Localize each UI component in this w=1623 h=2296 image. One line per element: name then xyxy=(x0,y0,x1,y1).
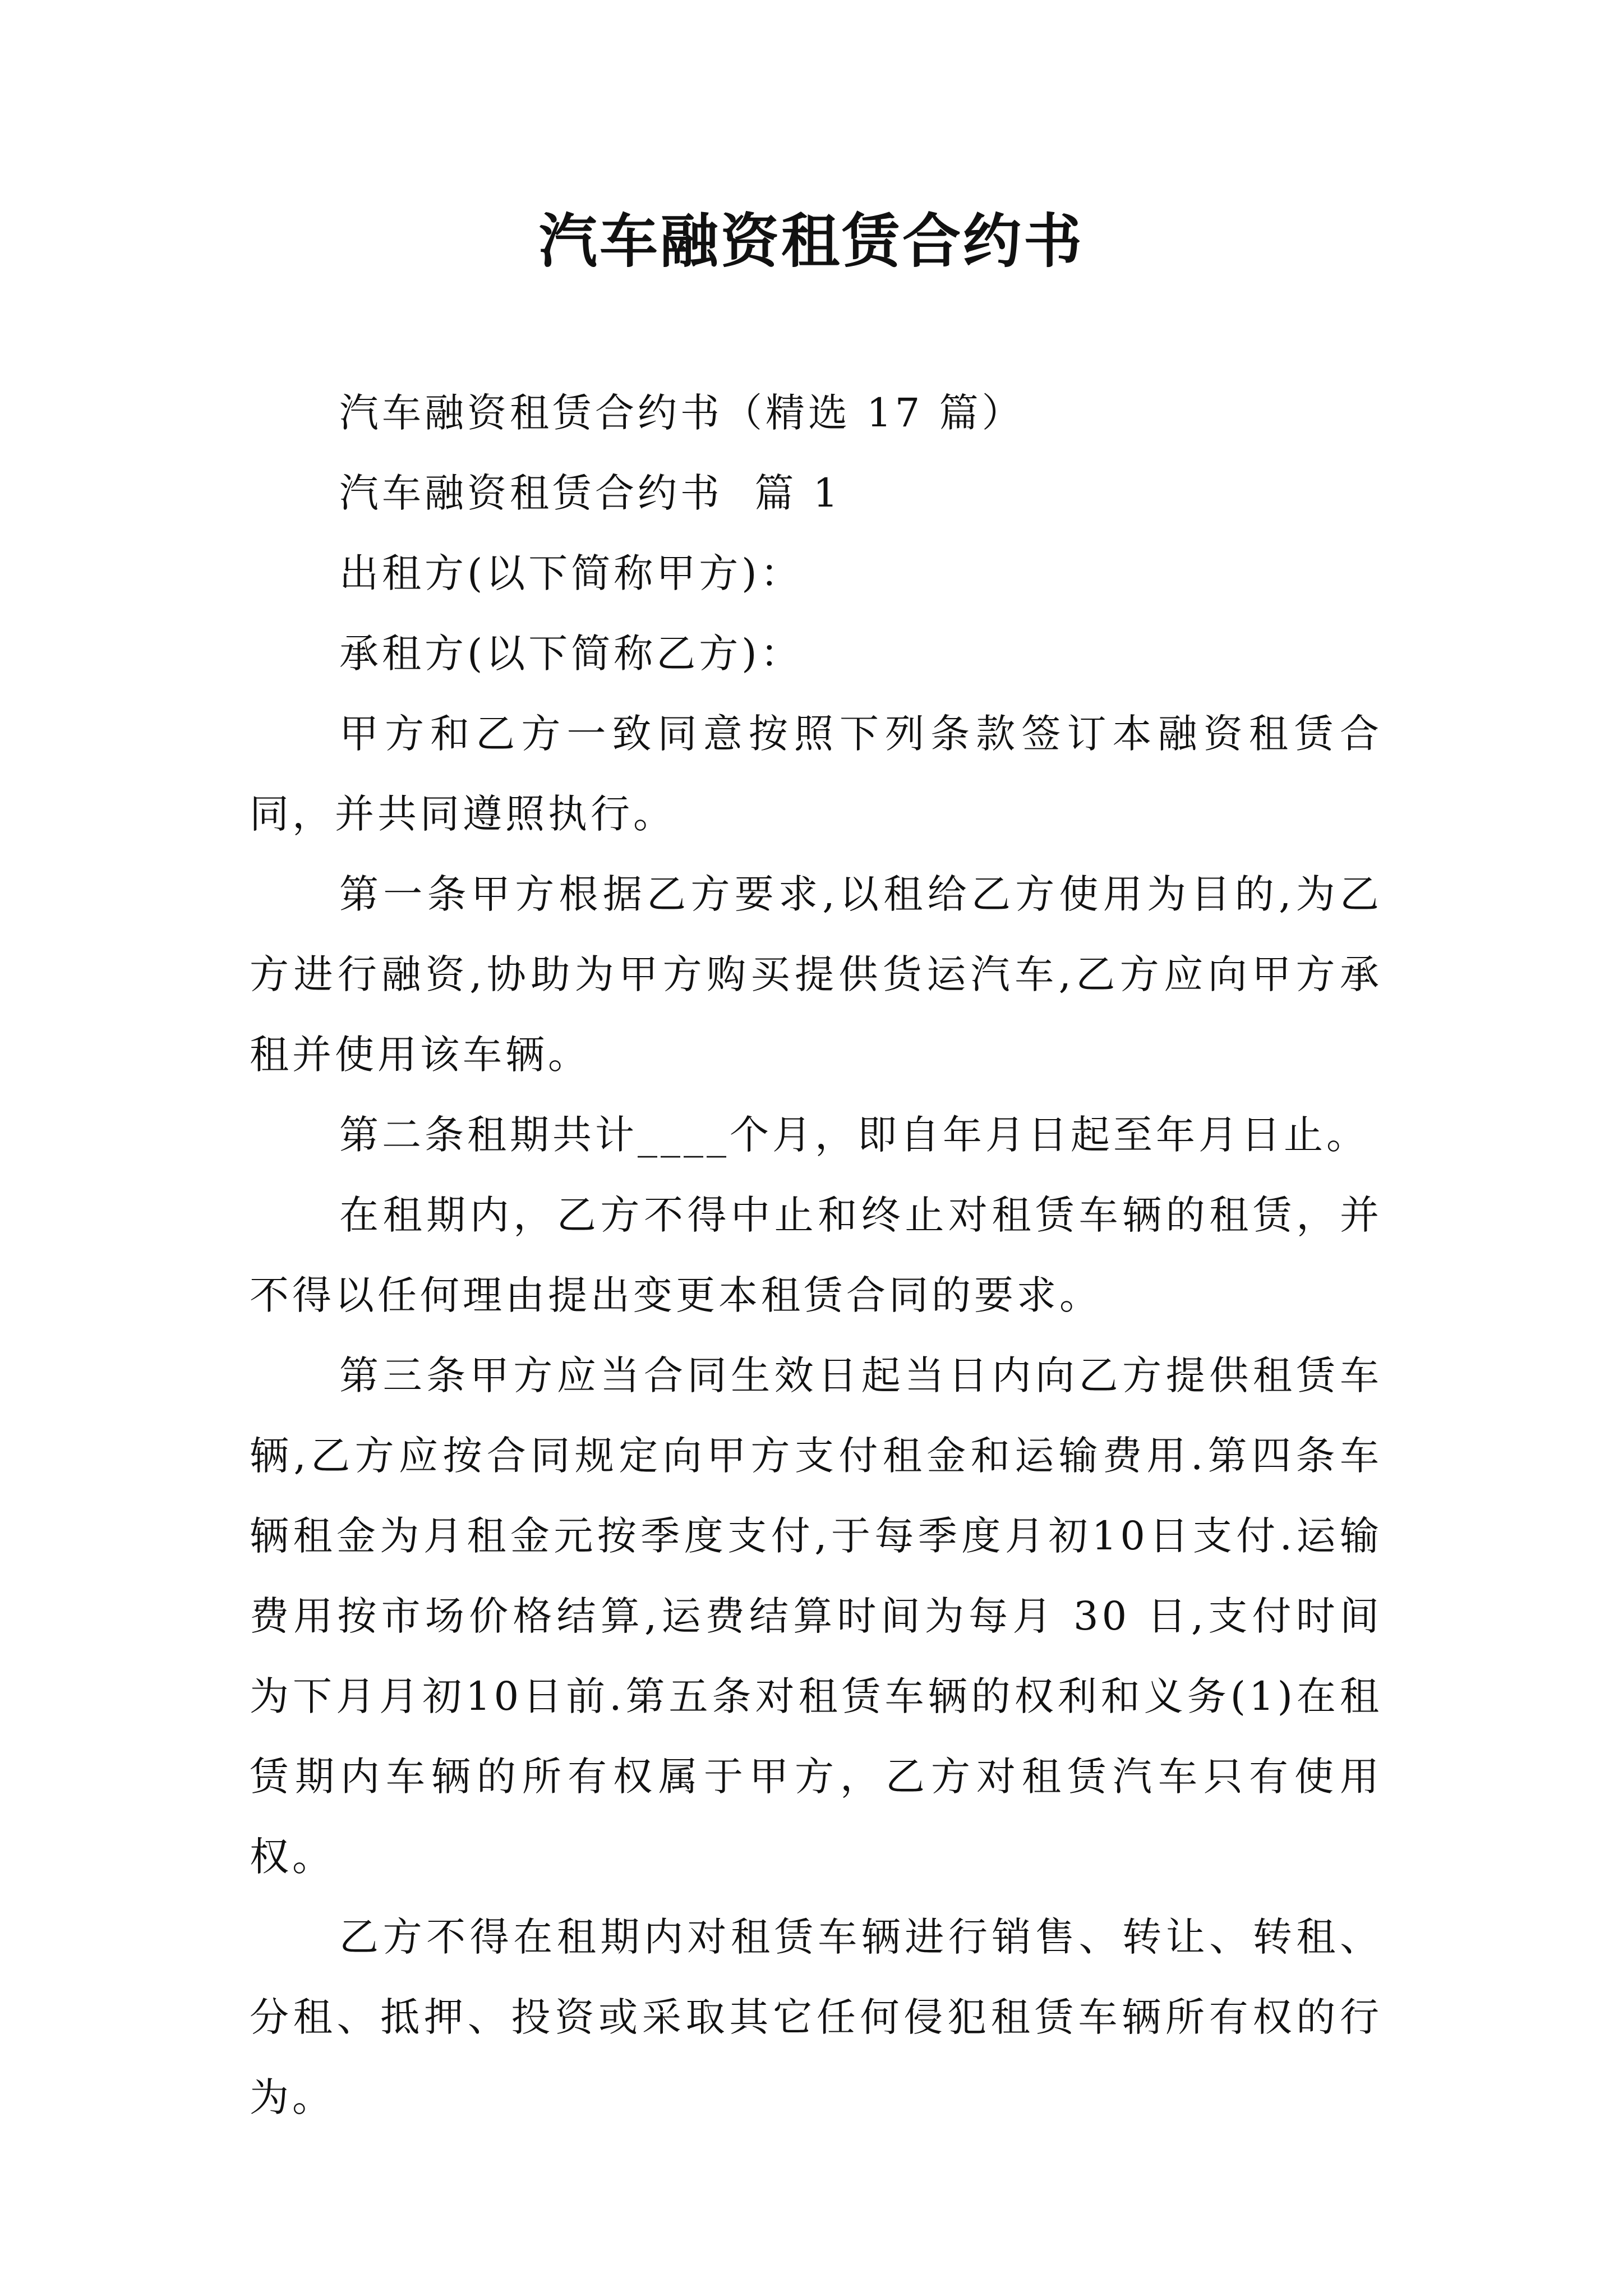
paragraph-lessee: 承租方(以下简称乙方)： xyxy=(339,631,803,677)
paragraph-lease-term: 在租期内，乙方不得中止和终止对租赁车辆的租赁，并不得以任何理由提出变更本租赁合同的要求。 xyxy=(250,1192,1382,1318)
paragraph-article-2: 第二条租期共计____个月，即自年月日起至年月日止。 xyxy=(339,1112,1369,1158)
paragraph-article-3-5: 第三条甲方应当合同生效日起当日内向乙方提供租赁车辆,乙方应按合同规定向甲方支付租金和运输费用.第四条车辆租金为月租金元按季度支付,于每季度月初10日支付.运输费用按市场价格结算,运费结算时间为每月 30 日,支付时间为下月月初10日前.第五条对租赁车辆的权利和义务(1)在租赁期内车辆的所有权属于甲方，乙方对租赁汽车只有使用权。 xyxy=(250,1352,1382,1880)
paragraph-lessor: 出租方(以下简称甲方)： xyxy=(339,550,803,596)
document-title: 汽车融资租赁合约书 xyxy=(538,206,1084,275)
paragraph-section-heading: 汽车融资租赁合约书 篇 1 xyxy=(339,470,842,516)
paragraph-agreement: 甲方和乙方一致同意按照下列条款签订本融资租赁合同，并共同遵照执行。 xyxy=(250,711,1382,837)
paragraph-subtitle: 汽车融资租赁合约书（精选 17 篇） xyxy=(339,390,1025,436)
document-body xyxy=(250,373,1382,2138)
paragraph-article-1: 第一条甲方根据乙方要求,以租给乙方使用为目的,为乙方进行融资,协助为甲方购买提供货运汽车,乙方应向甲方承租并使用该车辆。 xyxy=(250,871,1382,1078)
paragraph-prohibitions: 乙方不得在租期内对租赁车辆进行销售、转让、转租、分租、抵押、投资或采取其它任何侵犯租赁车辆所有权的行为。 xyxy=(250,1914,1382,2120)
